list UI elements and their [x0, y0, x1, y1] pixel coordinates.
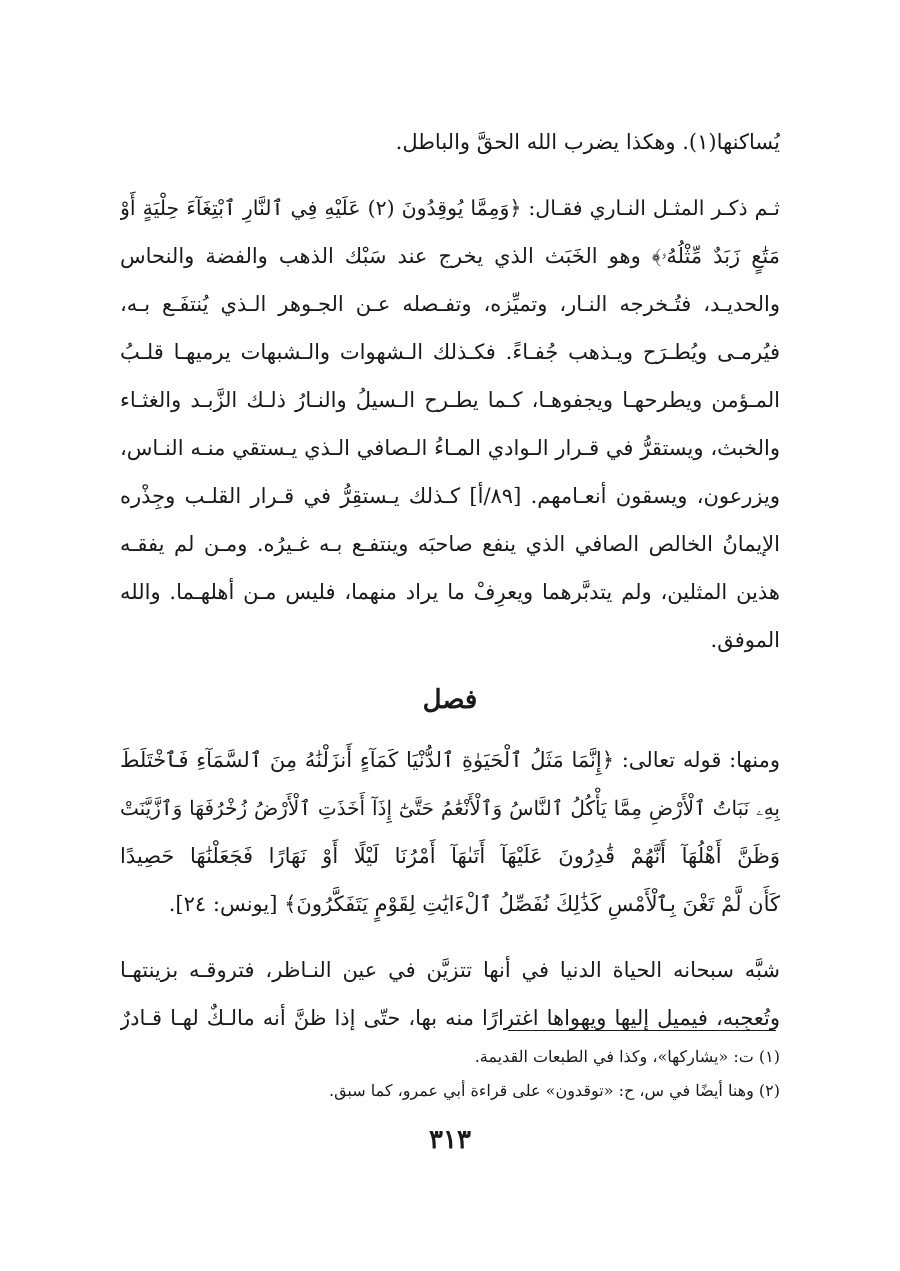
text-line: مَتَٰعٍ زَبَدٌ مِّثْلُهُۥ﴾ وهو الخَبَث الذي يخرج عند سَبْك الذهب والفضة والنحاس [120, 244, 780, 268]
text-line: وَظَنَّ أَهْلُهَآ أَنَّهُمْ قَٰدِرُونَ عَلَيْهَآ أَتَىٰهَآ أَمْرُنَا لَيْلًا أَوْ نَهَارًا فَجَعَلْنَٰهَا حَصِيدًا [120, 844, 780, 868]
text-line: شبَّه سبحانه الحياة الدنيا في أنها تتزيَّن في عين النـاظر، فتروقـه بزينتهـا [120, 958, 780, 982]
paragraph-gap [120, 928, 780, 946]
main-text [120, 118, 780, 1042]
text-line: والحديـد، فتُـخرجه النـار، وتميِّزه، وتفـصله عـن الجـوهر الـذي يُنتفَـع بـه، [120, 292, 780, 316]
page-number: ٣١٣ [429, 1125, 471, 1155]
text-line: كَأَن لَّمْ تَغْنَ بِٱلْأَمْسِ كَذَٰلِكَ نُفَصِّلُ ٱلْءَايَٰتِ لِقَوْمٍ يَتَفَكَّرُونَ﴾ [يونس: ٢٤]. [168, 892, 780, 916]
text-line: الإيمانُ الخالص الصافي الذي ينفع صاحبَه وينتفـع بـه غـيرُه. ومـن لم يفقـه [120, 532, 780, 556]
text-line: فيُرمـى ويُطـرَح ويـذهب جُفـاءً. فكـذلك الـشهوات والـشبهات يرميهـا قلـبُ [120, 340, 780, 364]
section-heading: فصل [422, 685, 478, 715]
footnote-2: (٢) وهنا أيضًا في س، ح: «توقدون» على قراءة أبي عمرو، كما سبق. [328, 1081, 780, 1100]
text-line: ومنها: قوله تعالى: ﴿إِنَّمَا مَثَلُ ٱلْحَيَوٰةِ ٱلدُّنْيَا كَمَآءٍ أَنزَلْنَٰهُ مِنَ ٱلسَّمَآءِ فَٱخْتَلَطَ [120, 748, 780, 772]
text-line: والخبث، ويستقرُّ في قـرار الـوادي المـاءُ الـصافي الـذي يـستقي منـه النـاس، [120, 436, 780, 460]
footnotes [120, 1040, 780, 1108]
paragraph-gap [120, 166, 780, 184]
text-line: هذين المثلين، ولم يتدبَّرهما ويعرِفْ ما يراد منهما، فليس مـن أهلهـما. والله [120, 580, 780, 604]
text-line: الموفق. [710, 628, 780, 652]
footnote-1: (١) ت: «يشاركها»، وكذا في الطبعات القديمة. [474, 1047, 780, 1066]
footnote-divider [508, 1030, 776, 1031]
text-line: يُساكنها(١). وهكذا يضرب الله الحقَّ والباطل. [395, 130, 780, 154]
text-line: ويزرعون، ويسقون أنعـامهم. [٨٩/أ] كـذلك يـستقِرُّ في قـرار القلـب وجِذْره [120, 484, 780, 508]
text-line: وتُعجِبه، فيميل إليها ويهواها اغترارًا منه بها، حتّى إذا ظنَّ أنه مالـكٌ لهـا قـادرٌ [120, 1006, 780, 1030]
text-line: المـؤمن ويطرحهـا ويجفوهـا، كـما يطـرح الـسيلُ والنـارُ ذلـك الزَّبـد والغثـاء [120, 388, 780, 412]
text-line: ثـم ذكـر المثـل النـاري فقـال: ﴿وَمِمَّا يُوقِدُونَ (٢) عَلَيْهِ فِي ٱلنَّارِ ٱبْتِغَآءَ حِلْيَةٍ أَوْ [120, 196, 780, 220]
text-line: بِهِۦ نَبَاتُ ٱلْأَرْضِ مِمَّا يَأْكُلُ ٱلنَّاسُ وَٱلْأَنْعَٰمُ حَتَّىٰٓ إِذَآ أَخَذَتِ ٱلْأَرْضُ زُخْرُفَهَا وَٱزَّيَّنَتْ [120, 796, 780, 820]
